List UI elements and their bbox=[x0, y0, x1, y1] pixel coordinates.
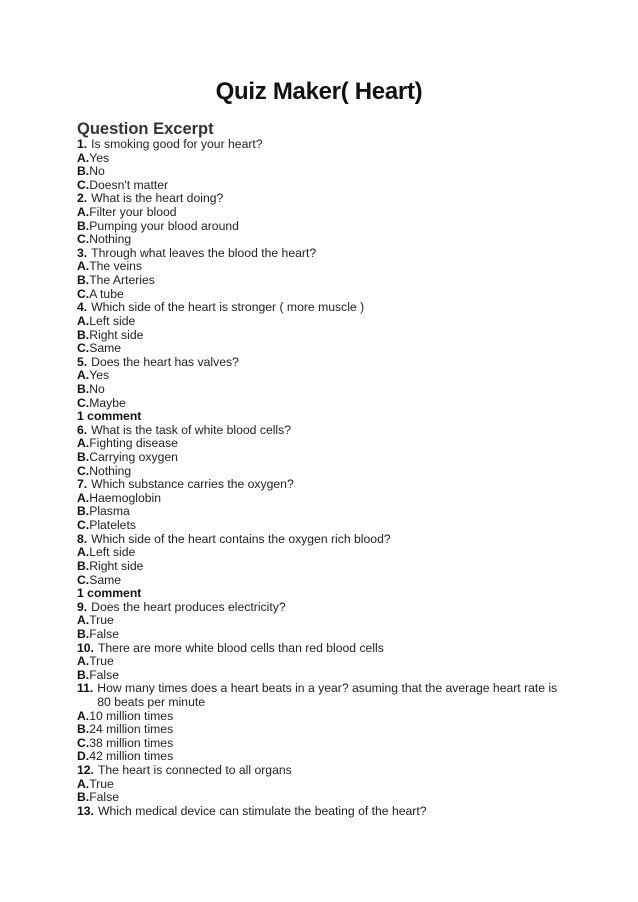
option-text: True bbox=[89, 654, 114, 669]
answer-option bbox=[77, 655, 577, 669]
question bbox=[77, 478, 577, 492]
answer-option bbox=[77, 342, 577, 356]
option-letter: B. bbox=[77, 327, 90, 342]
option-text: A tube bbox=[89, 286, 124, 301]
question bbox=[77, 764, 577, 778]
option-letter: B. bbox=[77, 450, 90, 465]
answer-option bbox=[77, 505, 577, 519]
question-list bbox=[77, 138, 577, 818]
answer-option bbox=[77, 465, 577, 479]
answer-option bbox=[77, 233, 577, 247]
question-text: Through what leaves the blood the heart? bbox=[91, 245, 317, 260]
option-letter: C. bbox=[77, 177, 90, 192]
question-number: 11. bbox=[77, 681, 94, 696]
option-text: Filter your blood bbox=[89, 205, 177, 220]
option-letter: C. bbox=[77, 518, 90, 533]
answer-option bbox=[77, 315, 577, 329]
option-letter: A. bbox=[77, 205, 90, 220]
answer-option bbox=[77, 628, 577, 642]
option-text: Doesn't matter bbox=[89, 177, 169, 192]
option-text: Maybe bbox=[89, 395, 126, 410]
option-text: Fighting disease bbox=[89, 436, 178, 451]
answer-option bbox=[77, 451, 577, 465]
option-text: Plasma bbox=[89, 504, 130, 519]
option-letter: B. bbox=[77, 558, 90, 573]
option-letter: A. bbox=[77, 436, 90, 451]
option-text: Right side bbox=[89, 558, 144, 573]
option-letter: B. bbox=[77, 504, 90, 519]
option-text: Platelets bbox=[89, 518, 136, 533]
question bbox=[77, 424, 577, 438]
option-letter: A. bbox=[77, 776, 90, 791]
option-text: 38 million times bbox=[89, 735, 174, 750]
question-text: The heart is connected to all organs bbox=[97, 763, 292, 778]
option-letter: A. bbox=[77, 708, 90, 723]
option-text: 24 million times bbox=[89, 722, 174, 737]
question-number: 10. bbox=[77, 640, 94, 655]
answer-option bbox=[77, 737, 577, 751]
answer-option bbox=[77, 179, 577, 193]
question-number: 9. bbox=[77, 599, 88, 614]
answer-option bbox=[77, 369, 577, 383]
option-text: No bbox=[89, 381, 105, 396]
answer-option bbox=[77, 710, 577, 724]
answer-option bbox=[77, 546, 577, 560]
option-text: False bbox=[89, 626, 119, 641]
answer-option bbox=[77, 383, 577, 397]
option-text: False bbox=[89, 667, 119, 682]
answer-option bbox=[77, 260, 577, 274]
question-text: How many times does a heart beats in a year? asuming that the average heart rate is 80 beats per minute bbox=[97, 681, 558, 709]
option-text: Pumping your blood around bbox=[89, 218, 239, 233]
option-text: 42 million times bbox=[89, 749, 174, 764]
answer-option bbox=[77, 288, 577, 302]
question-text: Which side of the heart is stronger ( more muscle ) bbox=[91, 300, 365, 315]
answer-option bbox=[77, 492, 577, 506]
option-text: True bbox=[89, 613, 114, 628]
option-letter: B. bbox=[77, 626, 90, 641]
option-letter: C. bbox=[77, 572, 90, 587]
option-letter: C. bbox=[77, 395, 90, 410]
question-number: 13. bbox=[77, 803, 94, 818]
option-letter: B. bbox=[77, 381, 90, 396]
question bbox=[77, 301, 577, 315]
answer-option bbox=[77, 165, 577, 179]
option-text: 10 million times bbox=[89, 708, 174, 723]
option-letter: A. bbox=[77, 490, 90, 505]
answer-option bbox=[77, 560, 577, 574]
question-text: There are more white blood cells than red blood cells bbox=[97, 640, 384, 655]
question-text: Which side of the heart contains the oxygen rich blood? bbox=[91, 531, 391, 546]
question-number: 7. bbox=[77, 477, 88, 492]
answer-option bbox=[77, 519, 577, 533]
option-letter: B. bbox=[77, 218, 90, 233]
option-text: Yes bbox=[89, 368, 110, 383]
question-number: 5. bbox=[77, 354, 88, 369]
question bbox=[77, 192, 577, 206]
answer-option bbox=[77, 329, 577, 343]
answer-option bbox=[77, 791, 577, 805]
answer-option bbox=[77, 574, 577, 588]
question-number: 3. bbox=[77, 245, 88, 260]
option-letter: A. bbox=[77, 313, 90, 328]
option-text: The veins bbox=[89, 259, 143, 274]
question-text: Is smoking good for your heart? bbox=[91, 137, 263, 151]
question-text: What is the heart doing? bbox=[91, 191, 224, 206]
option-letter: C. bbox=[77, 341, 90, 356]
question bbox=[77, 601, 577, 615]
option-text: Yes bbox=[89, 150, 110, 165]
option-text: Right side bbox=[89, 327, 144, 342]
answer-option bbox=[77, 750, 577, 764]
option-letter: B. bbox=[77, 273, 90, 288]
question bbox=[77, 356, 577, 370]
option-letter: C. bbox=[77, 232, 90, 247]
option-text: Left side bbox=[89, 313, 136, 328]
option-letter: A. bbox=[77, 259, 90, 274]
answer-option bbox=[77, 397, 577, 411]
option-letter: A. bbox=[77, 613, 90, 628]
option-letter: B. bbox=[77, 722, 90, 737]
option-text: Left side bbox=[89, 545, 136, 560]
question-number: 12. bbox=[77, 763, 94, 778]
option-text: False bbox=[89, 790, 119, 805]
option-text: Nothing bbox=[89, 232, 132, 247]
option-letter: B. bbox=[77, 164, 90, 179]
option-letter: A. bbox=[77, 368, 90, 383]
option-letter: C. bbox=[77, 286, 90, 301]
answer-option bbox=[77, 723, 577, 737]
answer-option bbox=[77, 437, 577, 451]
question-text: Does the heart produces electricity? bbox=[91, 599, 286, 614]
answer-option bbox=[77, 206, 577, 220]
option-letter: A. bbox=[77, 545, 90, 560]
option-text: The Arteries bbox=[89, 273, 155, 288]
option-letter: C. bbox=[77, 735, 90, 750]
option-letter: A. bbox=[77, 654, 90, 669]
question-number: 6. bbox=[77, 422, 88, 437]
question-number: 8. bbox=[77, 531, 88, 546]
question bbox=[77, 247, 577, 261]
option-letter: B. bbox=[77, 790, 90, 805]
question-text: What is the task of white blood cells? bbox=[91, 422, 292, 437]
comment-link[interactable]: 1 comment bbox=[77, 586, 142, 601]
question-text: Which substance carries the oxygen? bbox=[91, 477, 294, 492]
option-letter: B. bbox=[77, 667, 90, 682]
question-text: Which medical device can stimulate the beating of the heart? bbox=[97, 803, 427, 818]
page-title: Quiz Maker( Heart) bbox=[215, 78, 423, 105]
question-text: Does the heart has valves? bbox=[91, 354, 239, 369]
question-number: 2. bbox=[77, 191, 88, 206]
option-text: Same bbox=[89, 341, 122, 356]
answer-option bbox=[77, 778, 577, 792]
option-text: Carrying oxygen bbox=[89, 450, 178, 465]
answer-option bbox=[77, 614, 577, 628]
question-number: 1. bbox=[77, 137, 88, 151]
option-letter: A. bbox=[77, 150, 90, 165]
option-letter: C. bbox=[77, 463, 90, 478]
comment-link[interactable]: 1 comment bbox=[77, 409, 142, 424]
option-text: True bbox=[89, 776, 114, 791]
option-text: No bbox=[89, 164, 105, 179]
section-heading: Question Excerpt bbox=[77, 120, 214, 138]
question bbox=[77, 682, 577, 709]
option-letter: D. bbox=[77, 749, 90, 764]
question bbox=[77, 138, 577, 152]
answer-option bbox=[77, 274, 577, 288]
question bbox=[77, 533, 577, 547]
option-text: Nothing bbox=[89, 463, 132, 478]
answer-option bbox=[77, 220, 577, 234]
question bbox=[77, 805, 577, 819]
question-number: 4. bbox=[77, 300, 88, 315]
question bbox=[77, 642, 577, 656]
answer-option bbox=[77, 669, 577, 683]
answer-option bbox=[77, 152, 577, 166]
option-text: Same bbox=[89, 572, 122, 587]
option-text: Haemoglobin bbox=[89, 490, 162, 505]
